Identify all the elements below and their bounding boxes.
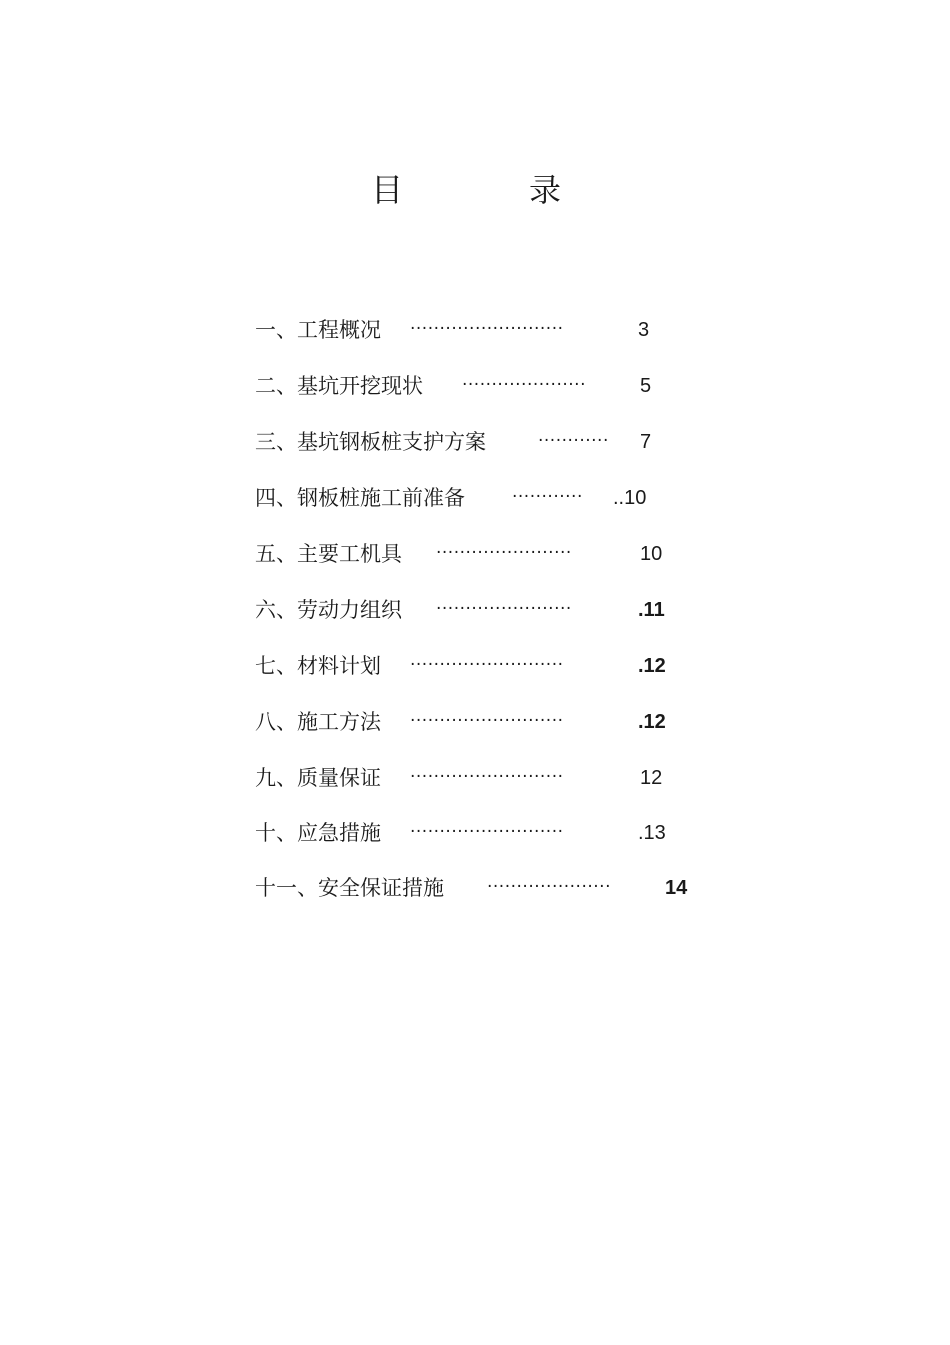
toc-entry[interactable] bbox=[0, 315, 950, 345]
toc-entry-page: .13 bbox=[638, 822, 666, 844]
toc-entry[interactable] bbox=[0, 539, 950, 569]
toc-entry[interactable] bbox=[0, 427, 950, 457]
toc-entry-leader: ············ bbox=[512, 487, 583, 507]
toc-entry-leader: ·························· bbox=[410, 711, 564, 731]
toc-entry-page: 7 bbox=[640, 431, 652, 453]
title-char-2: 录 bbox=[529, 171, 562, 209]
toc-entry-leader: ·························· bbox=[410, 319, 564, 339]
toc-entry-label: 三、基坑钢板桩支护方案 bbox=[255, 430, 486, 454]
toc-entry-leader: ······················· bbox=[436, 543, 572, 563]
toc-entry-page: .11 bbox=[638, 599, 665, 621]
toc-entry-page: 12 bbox=[640, 767, 663, 789]
toc-entry-label: 七、材料计划 bbox=[255, 654, 381, 678]
toc-entry-leader: ·························· bbox=[410, 655, 564, 675]
toc-entry[interactable] bbox=[0, 483, 950, 513]
toc-entry-page: ..10 bbox=[613, 487, 647, 509]
toc-entry-leader: ······················· bbox=[436, 599, 572, 619]
toc-entry-label: 五、主要工机具 bbox=[255, 542, 402, 566]
toc-entry[interactable] bbox=[0, 371, 950, 401]
toc-entry[interactable] bbox=[0, 818, 950, 848]
toc-entry-label: 九、质量保证 bbox=[255, 766, 381, 790]
toc-entry-leader: ····················· bbox=[487, 877, 611, 897]
toc-entry-page: .12 bbox=[638, 655, 666, 677]
toc-entry-leader: ····················· bbox=[462, 375, 586, 395]
toc-entry[interactable] bbox=[0, 763, 950, 793]
toc-entry-page: 3 bbox=[638, 319, 650, 341]
title-char-1: 目 bbox=[371, 171, 404, 209]
toc-entry[interactable] bbox=[0, 651, 950, 681]
toc-entry-page: 10 bbox=[640, 543, 663, 565]
toc-entry-label: 十一、安全保证措施 bbox=[255, 876, 444, 900]
toc-entry-leader: ············ bbox=[538, 431, 609, 451]
toc-entry-leader: ·························· bbox=[410, 767, 564, 787]
toc-entry-label: 十、应急措施 bbox=[255, 821, 381, 845]
toc-entry-label: 二、基坑开挖现状 bbox=[255, 374, 423, 398]
toc-entry-page: .12 bbox=[638, 711, 666, 733]
toc-entry[interactable] bbox=[0, 873, 950, 903]
toc-entry[interactable] bbox=[0, 707, 950, 737]
toc-entry-page: 14 bbox=[665, 877, 688, 899]
toc-entry-label: 一、工程概况 bbox=[255, 318, 381, 342]
toc-entry[interactable] bbox=[0, 595, 950, 625]
toc-entry-label: 六、劳动力组织 bbox=[255, 598, 402, 622]
toc-entry-page: 5 bbox=[640, 375, 652, 397]
toc-entry-leader: ·························· bbox=[410, 822, 564, 842]
toc-entry-label: 八、施工方法 bbox=[255, 710, 381, 734]
toc-entry-label: 四、钢板桩施工前准备 bbox=[255, 486, 465, 510]
